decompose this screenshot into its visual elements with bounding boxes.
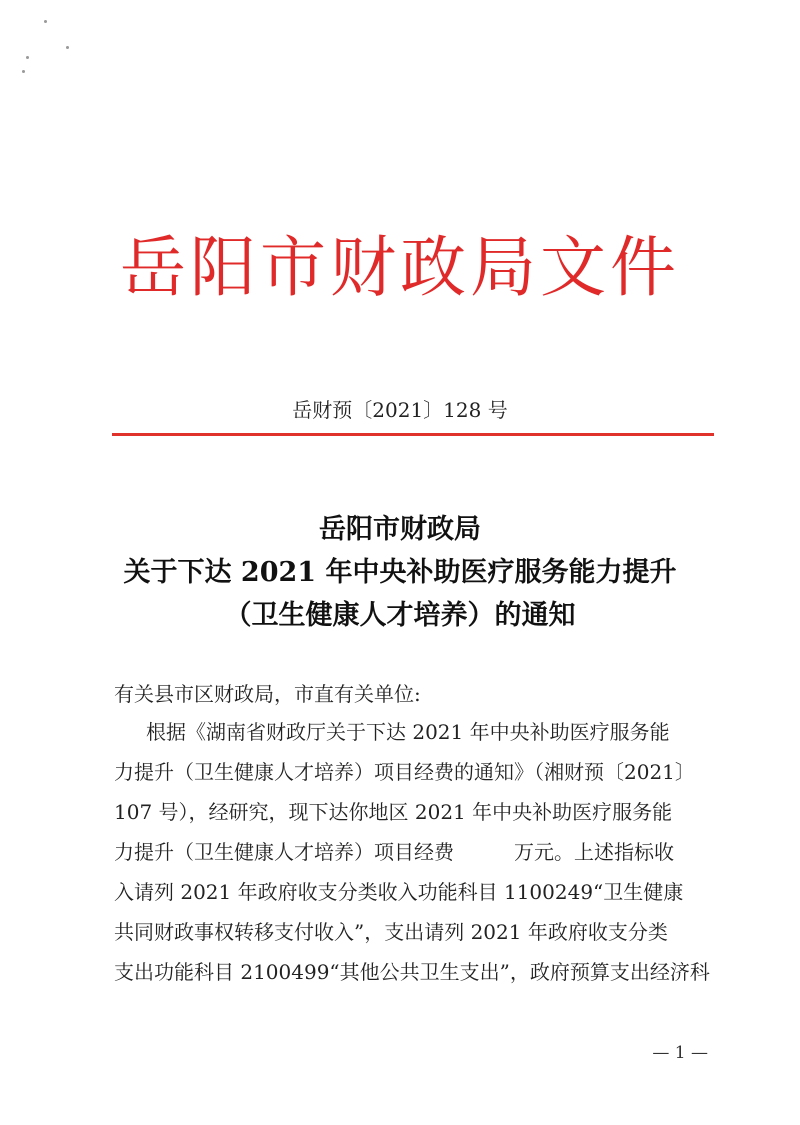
header-title: 岳阳市财政局文件 bbox=[120, 229, 680, 306]
scan-speck bbox=[66, 46, 69, 49]
scan-speck bbox=[44, 20, 47, 23]
title-line-2: 关于下达 2021 年中央补助医疗服务能力提升 bbox=[123, 557, 677, 588]
body-line: 共同财政事权转移支付收入”，支出请列 2021 年政府收支分类 bbox=[114, 920, 668, 944]
body-line: 支出功能科目 2100499“其他公共卫生支出”，政府预算支出经济科 bbox=[114, 960, 710, 984]
body-line: 力提升（卫生健康人才培养）项目经费的通知》（湘财预〔2021〕 bbox=[114, 760, 695, 784]
salutation: 有关县市区财政局，市直有关单位: bbox=[114, 682, 421, 706]
red-divider bbox=[112, 433, 714, 436]
notice-title bbox=[0, 508, 800, 637]
body-line: 入请列 2021 年政府收支分类收入功能科目 1100249“卫生健康 bbox=[114, 880, 684, 904]
body-line: 107 号），经研究，现下达你地区 2021 年中央补助医疗服务能 bbox=[114, 800, 673, 824]
title-line-1: 岳阳市财政局 bbox=[319, 514, 481, 545]
body-line: 力提升（卫生健康人才培养）项目经费 万元。上述指标收 bbox=[114, 840, 674, 864]
scan-speck bbox=[26, 56, 29, 59]
body-line: 根据《湖南省财政厅关于下达 2021 年中央补助医疗服务能 bbox=[146, 720, 670, 744]
title-line-3: （卫生健康人才培养）的通知 bbox=[224, 600, 576, 631]
scan-speck bbox=[22, 70, 25, 73]
document-number: 岳财预〔2021〕128 号 bbox=[292, 398, 508, 422]
page-number: — 1 — bbox=[652, 1043, 708, 1063]
